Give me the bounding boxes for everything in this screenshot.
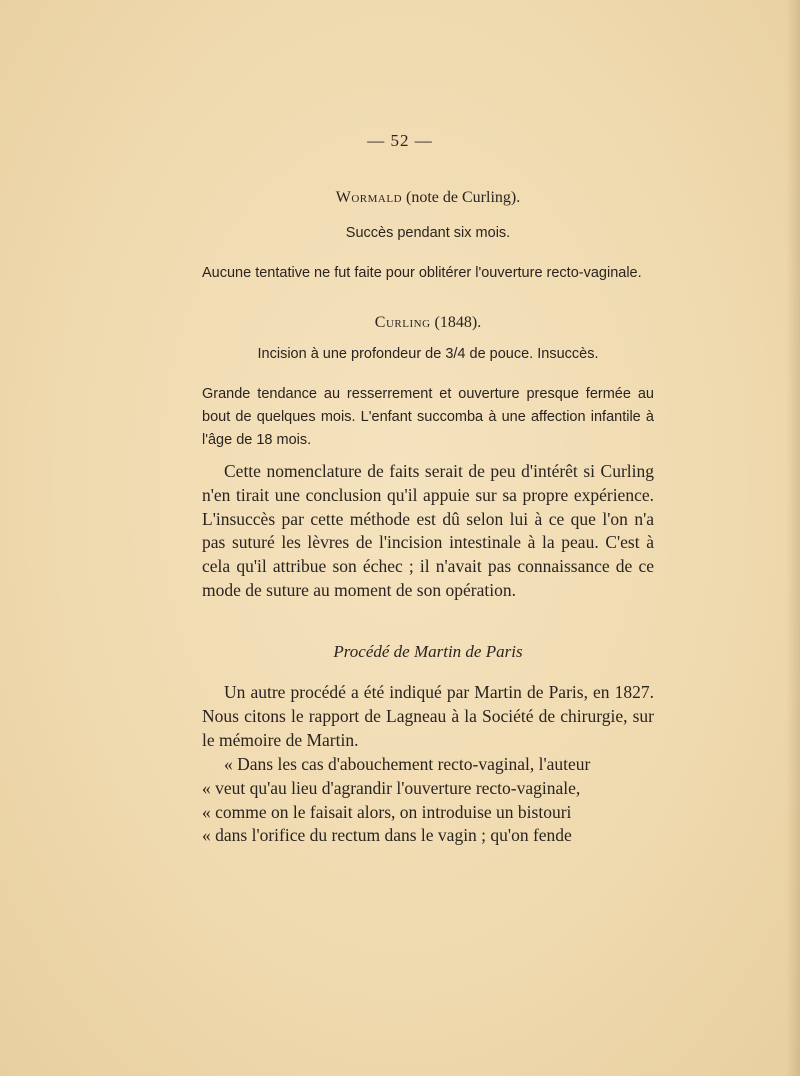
case-heading-wormald: [202, 189, 654, 207]
case-comment-wormald: Aucune tentative ne fut faite pour oblitérer l'ouverture recto-vaginale.: [202, 265, 642, 281]
quote-line: « veut qu'au lieu d'agrandir l'ouverture recto-vaginale,: [202, 777, 581, 798]
case-name-curling: Curling: [374, 314, 431, 331]
case-comment-curling: Grande tendance au resserrement et ouverture presque fermée au bout de quelques mois. L'enfant succomba à une affection infantile à l'âge de 18 mois.: [202, 386, 654, 448]
quotation: [202, 753, 654, 848]
case-name-wormald: Wormald: [335, 189, 403, 206]
quote-line: « Dans les cas d'abouchement recto-vaginal, l'auteur: [224, 754, 591, 774]
case-note-wormald: (note de Curling).: [402, 189, 521, 206]
case-incision-curling: Incision à une profondeur de 3/4 de pouce. Insuccès.: [257, 346, 599, 362]
page-number: — 52 —: [367, 131, 433, 150]
quote-line: « dans l'orifice du rectum dans le vagin ; qu'on fende: [202, 825, 572, 846]
case-heading-curling: [202, 314, 654, 332]
case-result-wormald: Succès pendant six mois.: [345, 225, 511, 241]
case-year-curling: (1848).: [430, 314, 482, 331]
quote-line: « comme on le faisait alors, on introduise un bistouri: [202, 801, 572, 822]
page-edge-shadow: [786, 0, 800, 1076]
section-title: Procédé de Martin de Paris: [333, 642, 523, 661]
paragraph-martin: Un autre procédé a été indiqué par Martin de Paris, en 1827. Nous citons le rapport de Lagneau à la Société de chirurgie, sur le mémoire de Martin.: [202, 682, 654, 750]
paragraph-conclusion: Cette nomenclature de faits serait de peu d'intérêt si Curling n'en tirait une conclusion qu'il appuie sur sa propre expérience. L'insuccès par cette méthode est dû selon lui à ce que l'on n'a pas suturé les lèvres de l'incision intestinale à la peau. C'est à cela qu'il attribue son échec ; il n'avait pas connaissance de ce mode de suture au moment de son opération.: [202, 461, 654, 600]
